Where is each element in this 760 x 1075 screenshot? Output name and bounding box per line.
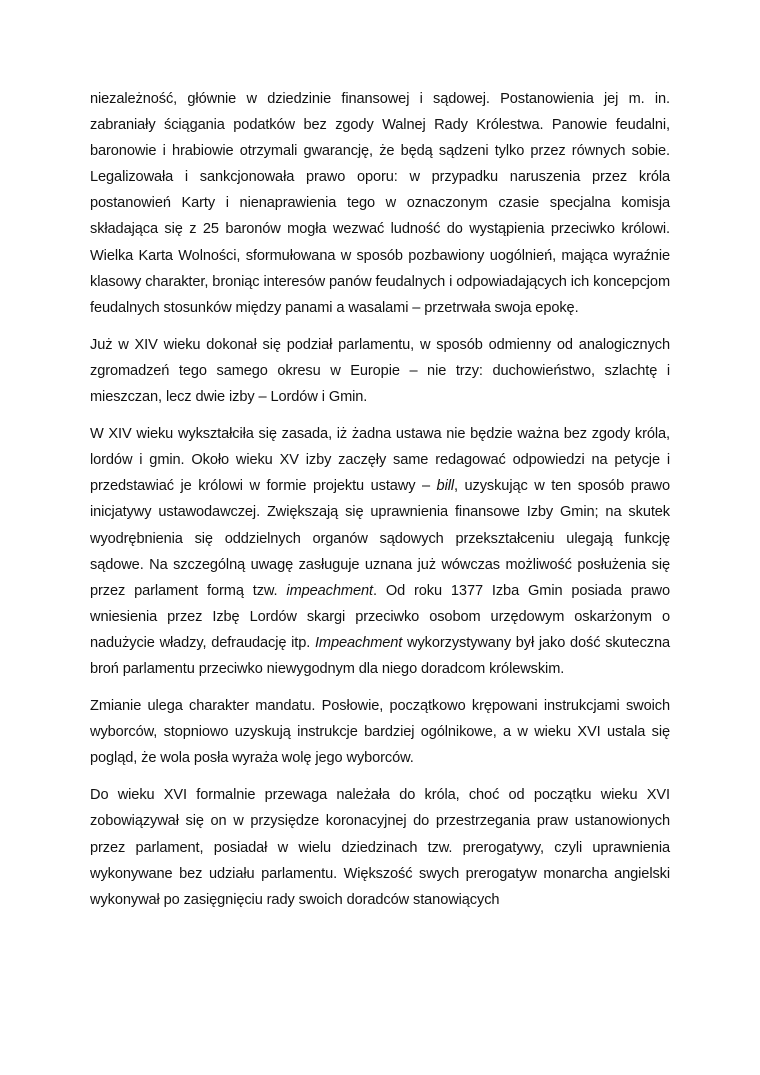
paragraph-text: Do wieku XVI formalnie przewaga należała do króla, choć od początku wieku XVI zobowiązywał się on w przysiędze koronacyjnej do przestrzegania praw ustanowionych przez parlament, posiadał w wielu dziedzinach tzw. prerogatywy, czyli uprawnienia wykonywane bez udziału parlamentu. Większość swych prerogatyw monarcha angielski wykonywał po zasięgnięciu rady swoich doradców stanowiących: [90, 787, 670, 908]
paragraph-mandate: [90, 693, 670, 771]
paragraph-royal-prerogatives: [90, 782, 670, 912]
term-impeachment-capitalized: Impeachment: [314, 634, 403, 651]
paragraph-text: , uzyskując w ten sposób prawo inicjatywy ustawodawczej. Zwiększają się uprawnienia finansowe Izby Gmin; na skutek wyodrębnienia się oddzielnych organów sądowych przekształceniu ulegają funkcję sądowe. Na szczególną uwagę zasługuje uznana już wówczas możliwość posłużenia się przez parlament formą tzw.: [90, 478, 670, 599]
term-impeachment: impeachment: [286, 582, 373, 599]
paragraph-text: W XIV wieku wykształciła się zasada, iż żadna ustawa nie będzie ważna bez zgody króla, lordów i gmin. Około wieku XV izby zaczęły same redagować odpowiedzi na petycje i przedstawiać je królowi w formie projektu ustawy –: [90, 426, 670, 495]
paragraph-text: . Od roku 1377 Izba Gmin posiada prawo wniesienia przez Izbę Lordów skargi przeciwko osobom urzędowym oskarżonym o nadużycie władzy, defraudację itp.: [90, 582, 670, 651]
paragraph-parliament-division: [90, 332, 670, 410]
paragraph-text: wykorzystywany był jako dość skuteczna broń parlamentu przeciwko niewygodnym dla niego doradcom królewskim.: [90, 634, 670, 677]
paragraph-text: Już w XIV wieku dokonał się podział parlamentu, w sposób odmienny od analogicznych zgromadzeń tego samego okresu w Europie – nie trzy: duchowieństwo, szlachtę i mieszczan, lecz dwie izby – Lordów i Gmin.: [90, 336, 670, 406]
paragraph-text: Zmianie ulega charakter mandatu. Posłowie, początkowo krępowani instrukcjami swoich wyborców, stopniowo uzyskują instrukcje bardziej ogólnikowe, a w wieku XVI ustala się pogląd, że wola posła wyraża wolę jego wyborców.: [90, 698, 670, 767]
term-bill: bill: [436, 478, 454, 495]
paragraph-text: niezależność, głównie w dziedzinie finansowej i sądowej. Postanowienia jej m. in. zabraniały ściągania podatków bez zgody Walnej Rady Królestwa. Panowie feudalni, baronowie i hrabiowie otrzymali gwarancję, że będą sądzeni tylko przez równych sobie. Legalizowała i sankcjonowała prawo oporu: w przypadku naruszenia przez króla postanowień Karty i nienaprawienia tego w oznaczonym czasie specjalna komisja składająca się z 25 baronów mogła wezwać ludność do wystąpienia przeciwko królowi. Wielka Karta Wolności, sformułowana w sposób pozbawiony uogólnień, mająca wyraźnie klasowy charakter, broniąc interesów panów feudalnych i odpowiadających ich koncepcjom feudalnych stosunków między panami a wasalami – przetrwała swoja epokę.: [90, 91, 670, 316]
document-body: [90, 86, 670, 924]
paragraph-magna-carta: [90, 86, 670, 321]
paragraph-legislation-impeachment: [90, 421, 670, 682]
